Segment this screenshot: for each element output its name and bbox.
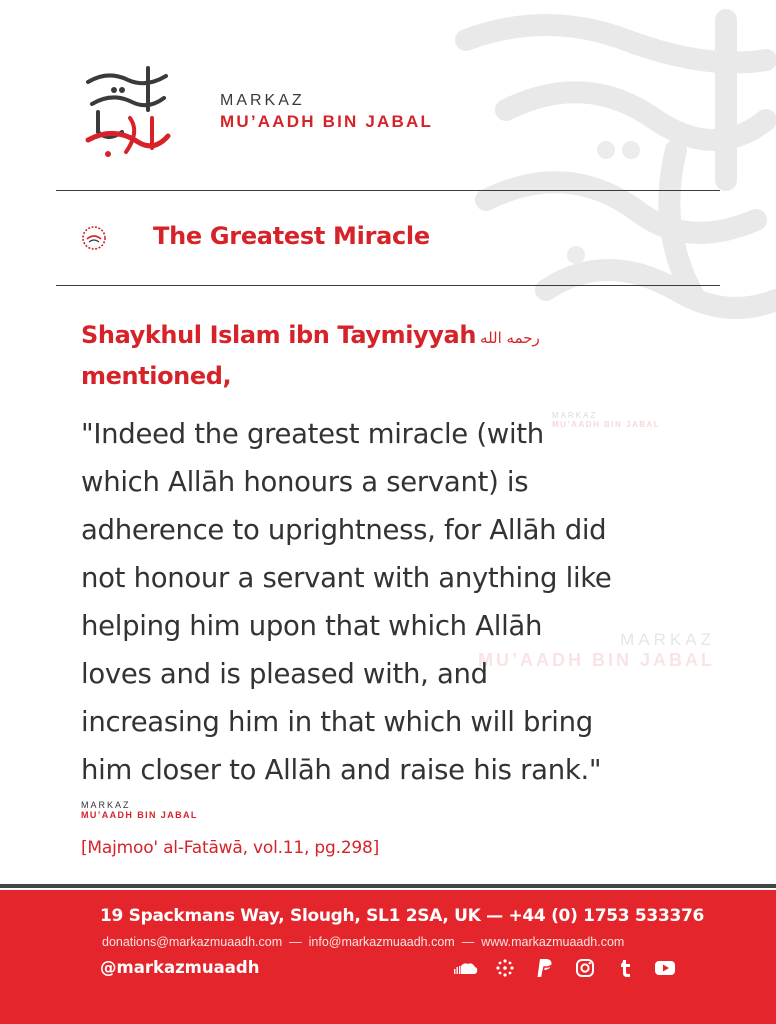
tumblr-icon[interactable] <box>612 956 638 980</box>
info-email-link[interactable]: info@markazmuaadh.com <box>308 935 455 949</box>
quote-line: him closer to Allāh and raise his rank." <box>81 754 602 786</box>
mini-brand <box>81 800 198 820</box>
youtube-icon[interactable] <box>652 956 678 980</box>
source-citation: [Majmoo' al-Fatāwā, vol.11, pg.298] <box>81 838 380 858</box>
quote-line: "Indeed the greatest miracle (with <box>81 418 544 450</box>
seal-icon <box>80 224 108 252</box>
quote-line: increasing him in that which will bring <box>81 706 593 738</box>
instagram-icon[interactable] <box>572 956 598 980</box>
quote <box>81 410 681 794</box>
attribution-name: Shaykhul Islam ibn Taymiyyah <box>81 321 477 349</box>
paypal-icon[interactable] <box>532 956 558 980</box>
footer-contacts <box>102 935 624 949</box>
quote-line: loves and is pleased with, and <box>81 658 488 690</box>
honorific: رحمه الله <box>480 329 540 347</box>
small-watermark-bottom: MU’AADH BIN JABAL <box>552 420 661 429</box>
top-divider <box>56 190 720 191</box>
quote-line: not honour a servant with anything like <box>81 562 612 594</box>
mini-brand-bottom: MU’AADH BIN JABAL <box>81 810 198 820</box>
attribution <box>81 316 681 395</box>
calligraphy-watermark <box>426 0 776 360</box>
contact-separator: — <box>461 935 475 949</box>
social-icons <box>452 956 678 980</box>
brand-name <box>220 92 433 132</box>
quote-line: helping him upon that which Allāh <box>81 610 543 642</box>
quote-line: which Allāh honours a servant) is <box>81 466 529 498</box>
website-link[interactable]: www.markazmuaadh.com <box>481 935 625 949</box>
logo-icon <box>78 62 174 158</box>
brand-name-bottom: MU’AADH BIN JABAL <box>220 112 434 131</box>
donations-email-link[interactable]: donations@markazmuaadh.com <box>102 935 283 949</box>
brand-watermark-top: MARKAZ <box>620 630 715 649</box>
soundcloud-icon[interactable] <box>452 956 478 980</box>
dots-icon[interactable] <box>492 956 518 980</box>
footer-address: 19 Spackmans Way, Slough, SL1 2SA, UK — +44 (0) 1753 533376 <box>100 906 705 926</box>
footer <box>0 890 776 1024</box>
social-handle[interactable]: @markazmuaadh <box>100 958 260 977</box>
footer-divider <box>0 884 776 888</box>
attribution-mentioned: mentioned, <box>81 362 232 390</box>
bottom-divider <box>56 285 720 286</box>
page-title: The Greatest Miracle <box>153 222 430 250</box>
mini-brand-top: MARKAZ <box>81 800 131 810</box>
brand-name-top: MARKAZ <box>220 92 305 109</box>
brand-watermark-bottom: MU’AADH BIN JABAL <box>478 650 715 670</box>
quote-line: adherence to uprightness, for Allāh did <box>81 514 607 546</box>
small-watermark-top: MARKAZ <box>552 411 598 420</box>
contact-separator: — <box>289 935 302 949</box>
